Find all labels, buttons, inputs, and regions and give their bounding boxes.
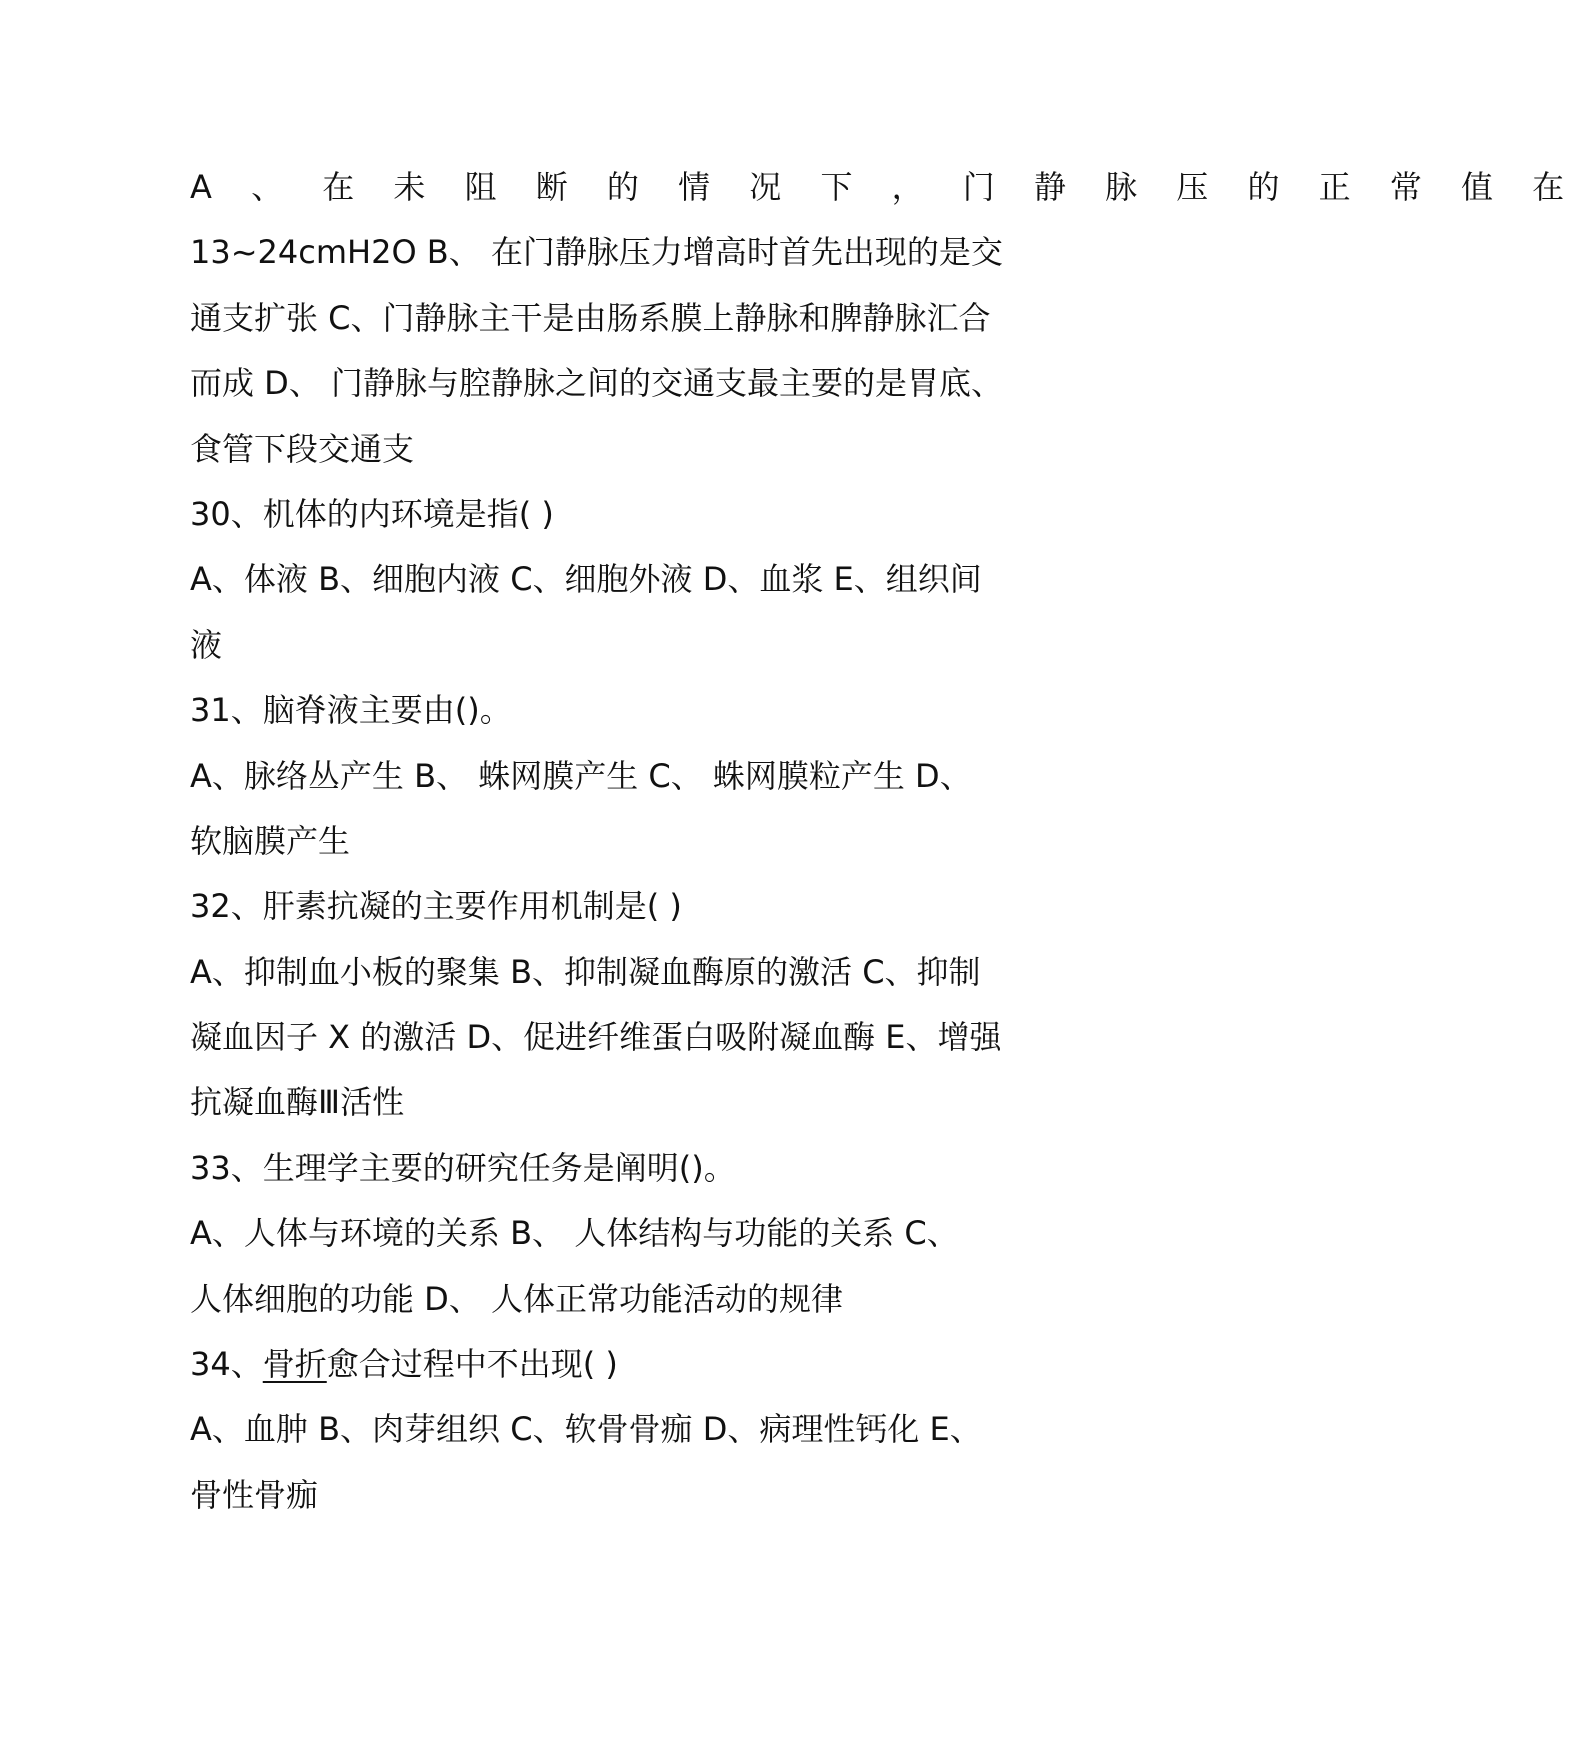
text-line: A、抑制血小板的聚集 B、抑制凝血酶原的激活 C、抑制	[190, 952, 981, 991]
question-31: 31、脑脊液主要由()。	[190, 691, 512, 730]
document-page	[190, 155, 1579, 1528]
text-line: A 、 在 未 阻 断 的 情 况 下 ， 门 静 脉 压 的 正 常 值 在	[190, 168, 1579, 206]
text-line: 人体细胞的功能 D、 人体正常功能活动的规律	[190, 1279, 843, 1318]
question-34-number: 34、	[190, 1345, 263, 1384]
underlined-term: 骨折	[262, 1345, 327, 1384]
text-line: 13~24cmH2O B、 在门静脉压力增高时首先出现的是交	[190, 233, 1003, 272]
text-line: A、体液 B、细胞内液 C、细胞外液 D、血浆 E、组织间	[190, 560, 982, 599]
text-line: 而成 D、 门静脉与腔静脉之间的交通支最主要的是胃底、	[190, 364, 1003, 403]
text-line: 抗凝血酶Ⅲ活性	[190, 1083, 405, 1122]
question-30: 30、机体的内环境是指( )	[190, 494, 554, 533]
text-line: A、血肿 B、肉芽组织 C、软骨骨痂 D、病理性钙化 E、	[190, 1410, 982, 1449]
text-line: 软脑膜产生	[190, 821, 351, 860]
text-line: A、人体与环境的关系 B、 人体结构与功能的关系 C、	[190, 1214, 959, 1253]
question-32: 32、肝素抗凝的主要作用机制是( )	[190, 887, 682, 926]
text-line: 液	[190, 625, 223, 664]
question-33: 33、生理学主要的研究任务是阐明()。	[190, 1148, 736, 1187]
question-34-text: 愈合过程中不出现( )	[326, 1345, 618, 1384]
text-line: 凝血因子 X 的激活 D、促进纤维蛋白吸附凝血酶 E、增强	[190, 1018, 1002, 1057]
text-line: 食管下段交通支	[190, 429, 415, 468]
question-34	[190, 1332, 1050, 1397]
text-line: 骨性骨痂	[190, 1475, 319, 1514]
text-line: A、脉络丛产生 B、 蛛网膜产生 C、 蛛网膜粒产生 D、	[190, 756, 972, 795]
text-line: 通支扩张 C、门静脉主干是由肠系膜上静脉和脾静脉汇合	[190, 298, 991, 337]
